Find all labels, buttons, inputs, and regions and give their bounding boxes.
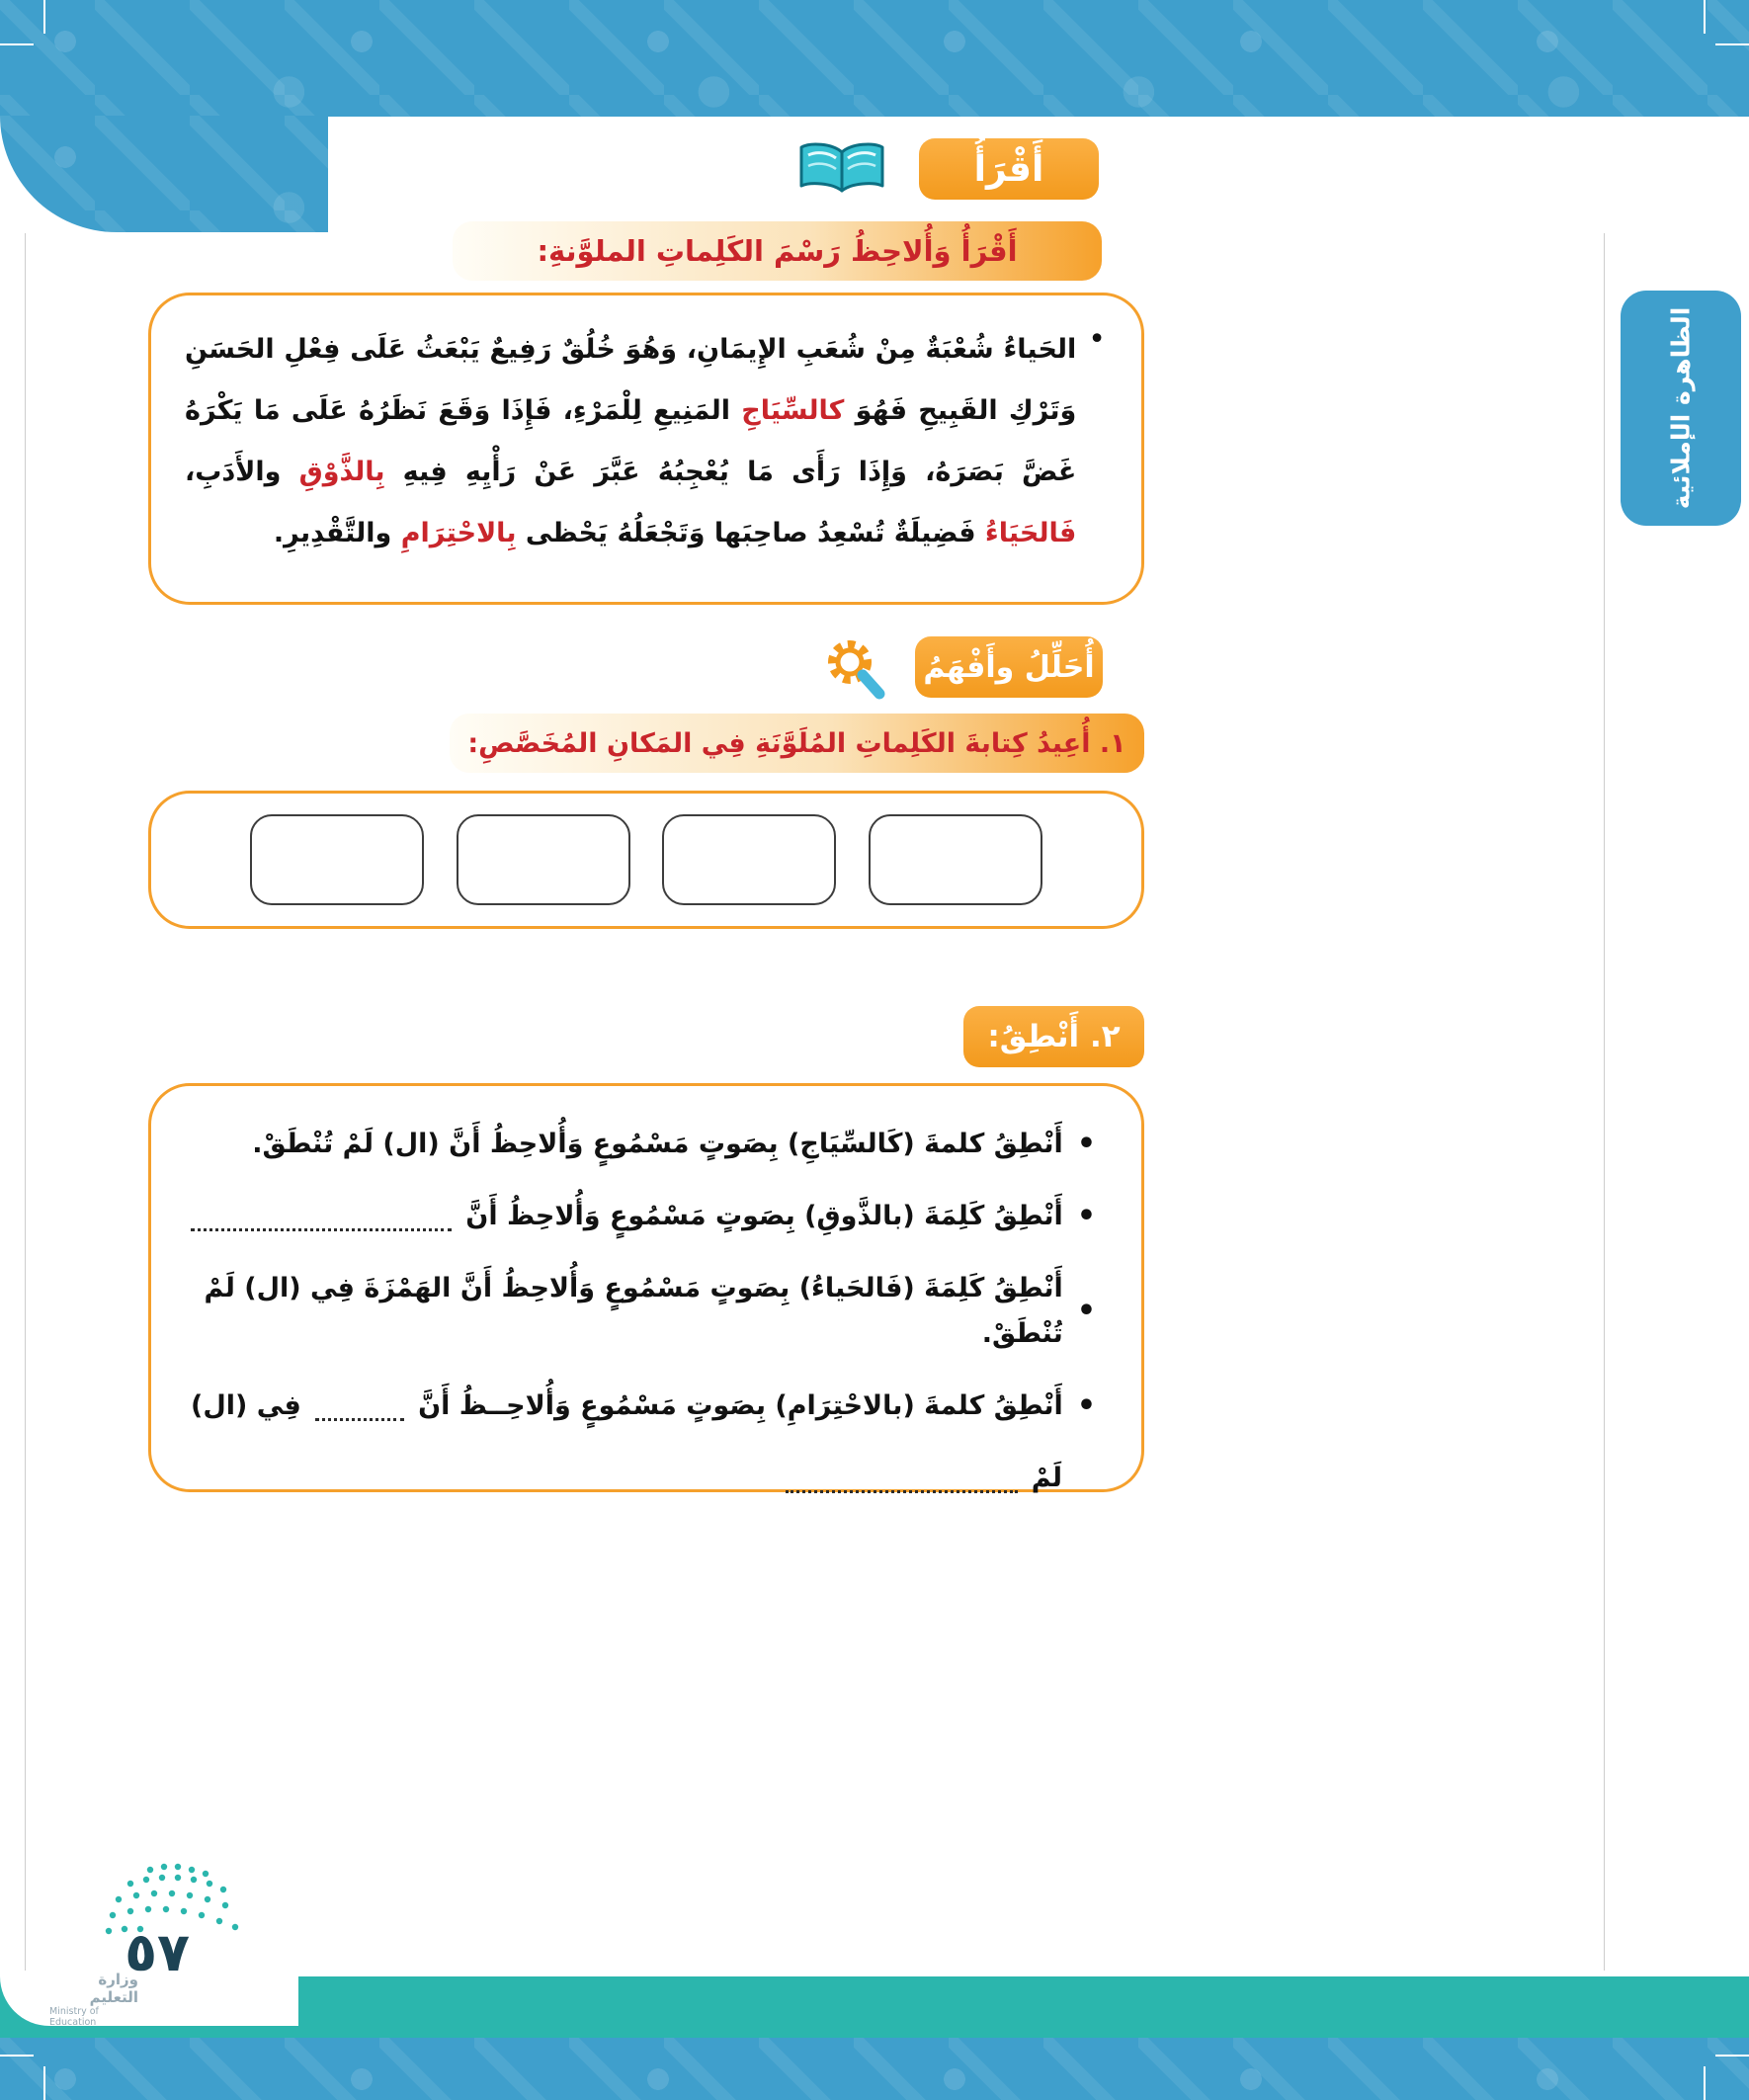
pronounce-item-text: لَمْ [1031,1463,1062,1493]
footer-white-notch [0,1976,298,2026]
page-number: ٥٧ [125,1921,190,1983]
answer-dotted-line[interactable] [315,1392,404,1421]
crop-mark [43,2066,45,2100]
item-bullet: • [1076,1388,1096,1423]
reading-segment: الحَياءُ شُعْبَةٌ مِنْ شُعَبِ الإِيمَانِ، وَهُوَ خُلُقٌ رَفِيعٌ يَبْعَثُ عَلَى فِعْلِ الحَسَنِ وَتَرْكِ القَبِيحِ فَهُوَ [185,334,1077,426]
open-book-icon [792,138,891,202]
analyze-badge-label: أُحَلِّلُ وأَفْهَمُ [923,649,1095,685]
item-bullet: • [1076,1199,1096,1233]
trim-line-left [25,233,27,1971]
answer-box-3[interactable] [457,814,630,905]
ministry-name-english: Ministry of Education [49,2006,99,2028]
pronounce-box [148,1083,1144,1492]
answer-box-1[interactable] [869,814,1042,905]
crop-mark [1715,43,1749,45]
read-badge [919,138,1099,200]
read-instruction-label: أَقْرَأُ وَأُلاحِظُ رَسْمَ الكَلِماتِ الملوَّنةِ: [537,234,1018,268]
reading-box [148,293,1144,605]
magnifier-gear-icon [812,634,903,704]
reading-segment: المَنِيعِ لِلْمَرْءِ، فَإِذَا وَقَعَ نَظَرُهُ عَلَى مَا يَكْرَهُ غَضَّ بَصَرَهُ، وَإِذَا رَأَى مَا يُعْجِبُهُ عَبَّرَ عَنْ رَأْيِهِ فِيهِ [185,395,1077,487]
read-instruction-strip [453,221,1102,281]
reading-bullet: • [1088,322,1106,357]
reading-segment: والتَّقْدِيرِ. [273,518,401,548]
analyze-badge [915,636,1103,698]
answer-dotted-line[interactable] [786,1465,1018,1493]
answers-box [148,791,1144,929]
crop-mark [1704,2066,1706,2100]
reading-highlight-word: بِالذَّوْقِ [298,457,385,487]
pronounce-item [191,1384,1096,1429]
header-band [0,0,1749,117]
pronounce-badge-label: ٢. أَنْطِقُ: [987,1019,1121,1054]
pronounce-item-text: أَنْطِقُ كَلِمَةَ (فَالحَياءُ) بِصَوتٍ مَسْمُوعٍ وَأُلاحِظُ أَنَّ الهَمْزَةَ فِي (ال) لَمْ تُنْطَقْ. [204,1273,1063,1349]
crop-mark [0,43,34,45]
crop-mark [1715,2055,1749,2057]
ministry-watermark [49,1971,138,2028]
reading-highlight-word: فَالحَيَاءُ [984,518,1077,548]
footer-blue-band [0,2038,1749,2100]
header-band-curve [0,116,328,232]
crop-mark [0,2055,34,2057]
rewrite-instruction-strip [450,714,1144,773]
crop-mark [1704,0,1706,34]
reading-highlight-word: بِالاحْتِرَامِ [400,518,517,548]
reading-segment: فَضِيلَةٌ تُسْعِدُ صاحِبَها وَتَجْعَلُهُ يَحْظى [516,518,985,548]
trim-line-right [1604,233,1606,1971]
pronounce-badge [963,1006,1144,1067]
rewrite-instruction-label: ١. أُعِيدُ كِتابةَ الكَلِماتِ المُلَوَّنَةِ فِي المَكانِ المُخَصَّصِ: [467,727,1126,759]
read-badge-label: أَقْرَأُ [973,148,1044,190]
answer-dotted-line[interactable] [191,1203,452,1231]
reading-highlight-word: كالسِّيَاجِ [741,395,845,426]
answer-box-2[interactable] [662,814,836,905]
pronounce-item [191,1122,1096,1167]
side-tab-label: الظاهرة الإملائية [1666,306,1696,510]
item-bullet: • [1076,1294,1096,1328]
pronounce-item-text: أَنْطِقُ كلمةَ (بالاحْتِرَامِ) بِصَوتٍ مَسْمُوعٍ وَأُلاحِــظُ أَنَّ [418,1390,1063,1421]
pronounce-item-text: أَنْطِقُ كلمةَ (كَالسِّيَاجِ) بِصَوتٍ مَسْمُوعٍ وَأُلاحِظُ أَنَّ (ال) لَمْ تُنْطَقْ. [252,1129,1063,1159]
pronounce-item [191,1194,1096,1239]
pronounce-item-suffix: فِي (ال) [191,1390,301,1421]
reading-segment: والأَدَبِ، [185,457,299,487]
pronounce-item-text: أَنْطِقُ كَلِمَةَ (بالذَّوقِ) بِصَوتٍ مَسْمُوعٍ وَأُلاحِظُ أَنَّ [465,1201,1063,1231]
ministry-name-arabic: وزارة التعليم [89,1971,138,2006]
pronounce-item [191,1266,1096,1357]
side-tab-spelling-phenomenon [1621,291,1741,526]
pronounce-item-continuation [191,1456,1062,1501]
crop-mark [43,0,45,34]
reading-paragraph [185,319,1076,564]
item-bullet: • [1076,1127,1096,1161]
answer-box-4[interactable] [250,814,424,905]
